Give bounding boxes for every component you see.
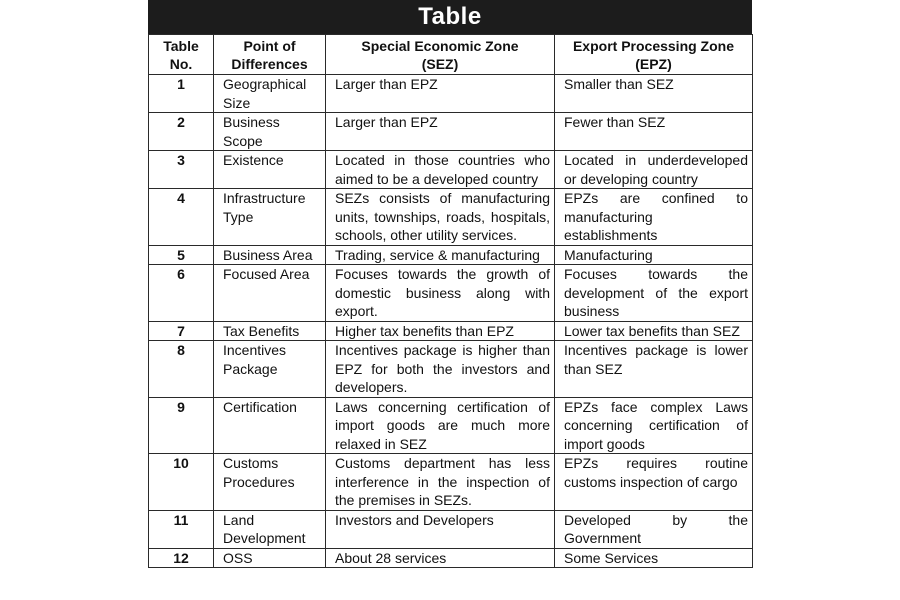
row-epz: Lower tax benefits than SEZ — [555, 321, 753, 341]
header-table-no-line-1: Table — [163, 38, 199, 54]
row-number: 10 — [149, 454, 214, 511]
header-point-line-1: Point of — [243, 38, 296, 54]
row-sez: Focuses towards the growth of domestic business along with export. — [326, 265, 555, 322]
row-sez: Larger than EPZ — [326, 75, 555, 113]
row-point: Business Scope — [214, 113, 326, 151]
header-sez-line-2: (SEZ) — [421, 56, 459, 72]
header-sez-line-1: Special Economic Zone — [361, 38, 519, 54]
table-row — [149, 510, 753, 548]
row-sez: Located in those countries who aimed to be a developed country — [326, 151, 555, 189]
row-sez: Incentives package is higher than EPZ for both the investors and developers. — [326, 341, 555, 398]
row-epz: EPZs requires routine customs inspection of cargo — [555, 454, 753, 511]
row-number: 12 — [149, 548, 214, 568]
comparison-document — [148, 0, 752, 600]
table-body — [149, 75, 753, 568]
table-row — [149, 341, 753, 398]
row-sez: Customs department has less interference in the inspection of the premises in SEZs. — [326, 454, 555, 511]
row-sez: About 28 services — [326, 548, 555, 568]
row-number: 1 — [149, 75, 214, 113]
table-row — [149, 113, 753, 151]
row-epz: Fewer than SEZ — [555, 113, 753, 151]
header-point — [214, 35, 326, 75]
row-epz: Developed by the Government — [555, 510, 753, 548]
row-epz: EPZs are confined to manufacturing establishments — [555, 189, 753, 246]
row-sez: Higher tax benefits than EPZ — [326, 321, 555, 341]
row-sez: Investors and Developers — [326, 510, 555, 548]
row-number: 5 — [149, 245, 214, 265]
row-number: 7 — [149, 321, 214, 341]
row-point: Certification — [214, 397, 326, 454]
table-row — [149, 245, 753, 265]
header-table-no — [149, 35, 214, 75]
row-epz: EPZs face complex Laws concerning certification of import goods — [555, 397, 753, 454]
table-header — [149, 35, 753, 75]
row-sez: SEZs consists of manufacturing units, townships, roads, hospitals, schools, other utility services. — [326, 189, 555, 246]
table-row — [149, 548, 753, 568]
row-sez: Larger than EPZ — [326, 113, 555, 151]
row-point: Infrastructure Type — [214, 189, 326, 246]
row-number: 4 — [149, 189, 214, 246]
row-point: Geographical Size — [214, 75, 326, 113]
row-point: Incentives Package — [214, 341, 326, 398]
row-number: 2 — [149, 113, 214, 151]
row-number: 9 — [149, 397, 214, 454]
header-epz — [555, 35, 753, 75]
row-epz: Incentives package is lower than SEZ — [555, 341, 753, 398]
row-point: Customs Procedures — [214, 454, 326, 511]
header-sez — [326, 35, 555, 75]
table-row — [149, 265, 753, 322]
table-row — [149, 454, 753, 511]
table-row — [149, 75, 753, 113]
header-point-line-2: Differences — [231, 56, 308, 72]
row-number: 6 — [149, 265, 214, 322]
row-point: Existence — [214, 151, 326, 189]
row-epz: Focuses towards the development of the export business — [555, 265, 753, 322]
row-epz: Some Services — [555, 548, 753, 568]
row-point: Tax Benefits — [214, 321, 326, 341]
row-point: Business Area — [214, 245, 326, 265]
row-number: 3 — [149, 151, 214, 189]
row-sez: Laws concerning certification of import goods are much more relaxed in SEZ — [326, 397, 555, 454]
row-epz: Smaller than SEZ — [555, 75, 753, 113]
table-row — [149, 397, 753, 454]
table-row — [149, 151, 753, 189]
row-sez: Trading, service & manufacturing — [326, 245, 555, 265]
row-point: Land Development — [214, 510, 326, 548]
header-epz-line-1: Export Processing Zone — [572, 38, 735, 54]
table-row — [149, 189, 753, 246]
table-title: Table — [148, 0, 752, 34]
header-row — [149, 35, 753, 75]
row-point: OSS — [214, 548, 326, 568]
row-number: 8 — [149, 341, 214, 398]
row-epz: Located in underdeveloped or developing country — [555, 151, 753, 189]
row-epz: Manufacturing — [555, 245, 753, 265]
header-table-no-line-2: No. — [169, 56, 193, 72]
table-row — [149, 321, 753, 341]
comparison-table — [148, 34, 753, 568]
header-epz-line-2: (EPZ) — [635, 56, 672, 72]
row-point: Focused Area — [214, 265, 326, 322]
row-number: 11 — [149, 510, 214, 548]
